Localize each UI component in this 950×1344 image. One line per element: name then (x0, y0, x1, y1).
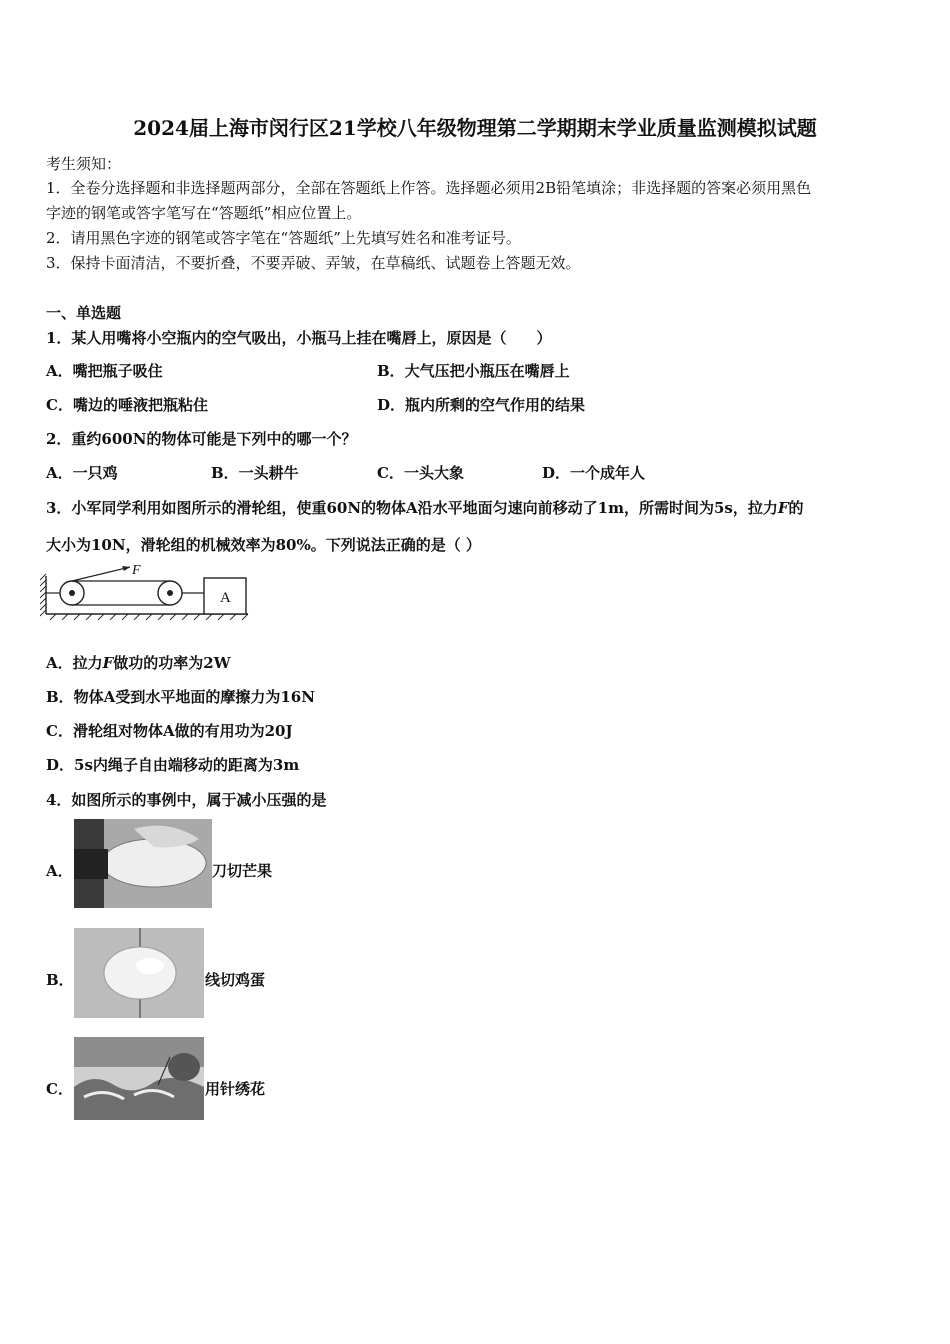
q2-option-b: B．一头耕牛 (211, 464, 299, 482)
q2-option-a: A．一只鸡 (46, 464, 118, 482)
rope-free-end (72, 567, 130, 581)
force-symbol: F (777, 499, 789, 517)
q4-option-c-text: 用针绣花 (205, 1080, 266, 1098)
egg-cut-photo (74, 928, 204, 1018)
q4-option-b-text: 线切鸡蛋 (205, 971, 266, 989)
q3-option-c: C．滑轮组对物体A做的有用功为20J (46, 722, 293, 740)
q4-option-a-label: A． (46, 862, 73, 880)
pulley-diagram (40, 560, 252, 620)
notice-line: 1．全卷分选择题和非选择题两部分，全部在答题纸上作答。选择题必须用2B铅笔填涂；非选择题的答案必须用黑色 (46, 179, 812, 197)
q3-stem-line2: 大小为10N，滑轮组的机械效率为80%。下列说法正确的是（ ） (46, 536, 481, 554)
force-label: F (132, 563, 141, 578)
notice-line: 2．请用黑色字迹的钢笔或答字笔在“答题纸”上先填写姓名和准考证号。 (46, 229, 521, 247)
q3-option-a (46, 652, 231, 673)
q3-stem-end: 的 (788, 499, 804, 517)
q3-stem-line1 (46, 497, 804, 518)
q3-option-a-text: A．拉力 (46, 654, 103, 672)
notice-line: 字迹的钢笔或答字笔写在“答题纸”相应位置上。 (46, 204, 362, 222)
force-symbol: F (102, 654, 114, 672)
page-title: 2024届上海市闵行区21学校八年级物理第二学期期末学业质量监测模拟试题 (133, 116, 817, 140)
q1-stem: 1．某人用嘴将小空瓶内的空气吸出，小瓶马上挂在嘴唇上，原因是（ ） (46, 329, 552, 347)
moving-pulley-center (167, 590, 173, 596)
q4-stem: 4．如图所示的事例中，属于减小压强的是 (46, 791, 327, 809)
q1-option-c: C．嘴边的唾液把瓶粘住 (46, 396, 208, 414)
mango-cut-photo (74, 819, 212, 908)
q3-option-d: D．5s内绳子自由端移动的距离为3m (46, 756, 300, 774)
q4-option-a-text: 刀切芒果 (212, 862, 273, 880)
ground-hatching (50, 614, 248, 620)
block-a-label: A (220, 590, 231, 606)
q3-option-a-text-end: 做功的功率为2W (113, 654, 231, 672)
q2-stem: 2．重约600N的物体可能是下列中的哪一个？ (46, 430, 357, 448)
fixed-pulley-center (69, 590, 75, 596)
section-heading: 一、单选题 (46, 304, 122, 322)
q1-option-d: D．瓶内所剩的空气作用的结果 (377, 396, 586, 414)
q3-option-b: B．物体A受到水平地面的摩擦力为16N (46, 688, 315, 706)
q2-option-c: C．一头大象 (377, 464, 464, 482)
wall-hatching (40, 574, 46, 616)
q3-stem-text: 3．小军同学利用如图所示的滑轮组，使重60N的物体A沿水平地面匀速向前移动了1m，所需时间为5s，拉力 (46, 499, 778, 517)
q4-option-b-label: B． (46, 971, 74, 989)
q2-option-d: D．一个成年人 (542, 464, 646, 482)
q4-option-c-label: C． (46, 1080, 73, 1098)
notice-line: 3．保持卡面清洁，不要折叠，不要弄破、弄皱，在草稿纸、试题卷上答题无效。 (46, 254, 581, 272)
notice-heading: 考生须知： (46, 155, 122, 173)
embroidery-photo (74, 1037, 204, 1120)
q1-option-a: A．嘴把瓶子吸住 (46, 362, 163, 380)
q1-option-b: B．大气压把小瓶压在嘴唇上 (377, 362, 570, 380)
